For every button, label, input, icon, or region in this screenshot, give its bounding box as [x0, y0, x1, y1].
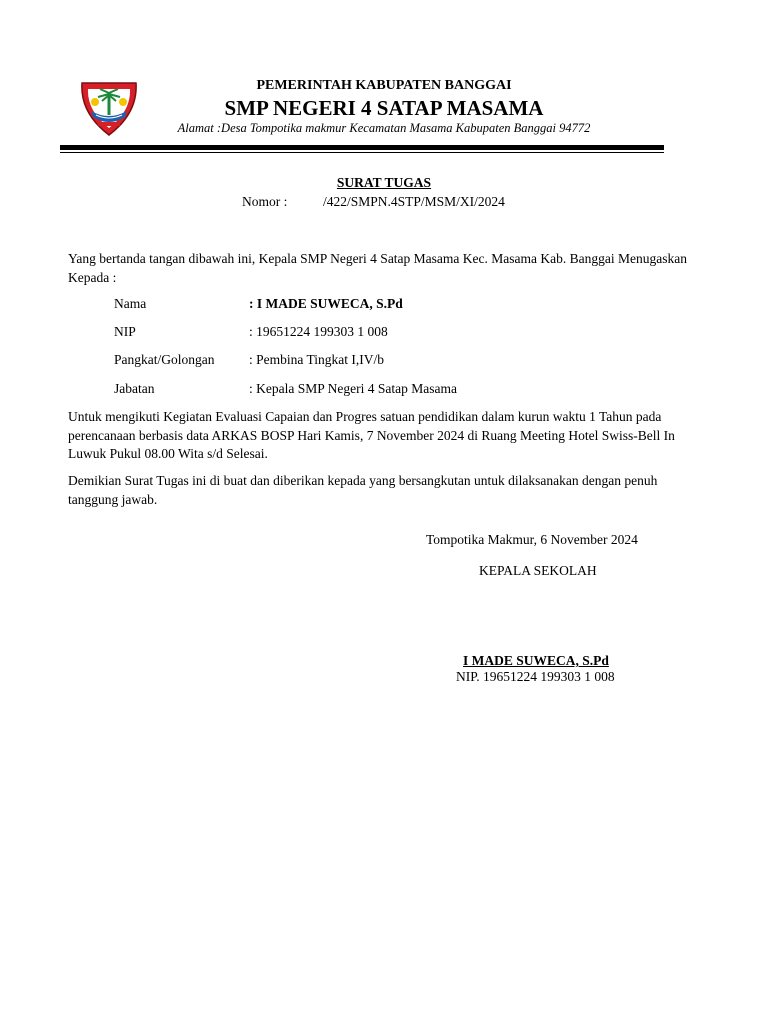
letterhead-government: PEMERINTAH KABUPATEN BANGGAI	[256, 78, 512, 93]
letterhead-school-name: SMP NEGERI 4 SATAP MASAMA	[224, 96, 544, 120]
letterhead-address: Alamat :Desa Tompotika makmur Kecamatan Masama Kabupaten Banggai 94772	[177, 121, 591, 135]
letter-number-value: /422/SMPN.4STP/MSM/XI/2024	[323, 194, 505, 209]
field-value-nama-text: : I MADE SUWECA, S.Pd	[249, 296, 403, 311]
signature-nip: NIP. 19651224 199303 1 008	[456, 669, 615, 684]
letter-title: SURAT TUGAS	[336, 175, 432, 190]
regency-emblem-icon	[78, 77, 140, 137]
field-value-jabatan: : Kepala SMP Negeri 4 Satap Masama	[249, 381, 457, 396]
letterhead-divider-thick	[60, 145, 664, 150]
letter-body: Untuk mengikuti Kegiatan Evaluasi Capaian dan Progres satuan pendidikan dalam kurun waktu 1 Tahun pada perencanaan berbasis data ARKAS BOSP Hari Kamis, 7 November 2024 di Ruang Meeting Hotel Swiss-Bell In Luwuk Pukul 08.00 Wita s/d Selesai.	[68, 409, 675, 461]
field-value-pangkat: : Pembina Tingkat I,IV/b	[249, 352, 385, 367]
field-value-nip: : 19651224 199303 1 008	[249, 324, 388, 339]
letter-closing: Demikian Surat Tugas ini di buat dan diberikan kepada yang bersangkutan untuk dilaksanakan dengan penuh tanggung jawab.	[68, 473, 658, 507]
signature-name: I MADE SUWECA, S.Pd	[463, 653, 609, 668]
field-label-pangkat: Pangkat/Golongan	[114, 352, 215, 367]
field-label-jabatan: Jabatan	[114, 381, 155, 396]
signature-position: KEPALA SEKOLAH	[479, 563, 597, 578]
field-label-nip: NIP	[114, 324, 136, 339]
letter-intro: Yang bertanda tangan dibawah ini, Kepala SMP Negeri 4 Satap Masama Kec. Masama Kab. Banggai Menugaskan Kepada :	[68, 251, 687, 285]
field-value-nama	[249, 296, 403, 312]
letter-number-label: Nomor :	[242, 194, 288, 209]
letterhead-divider-thin	[60, 152, 664, 153]
signature-place-date: Tompotika Makmur, 6 November 2024	[426, 532, 638, 547]
field-label-nama: Nama	[114, 296, 147, 311]
